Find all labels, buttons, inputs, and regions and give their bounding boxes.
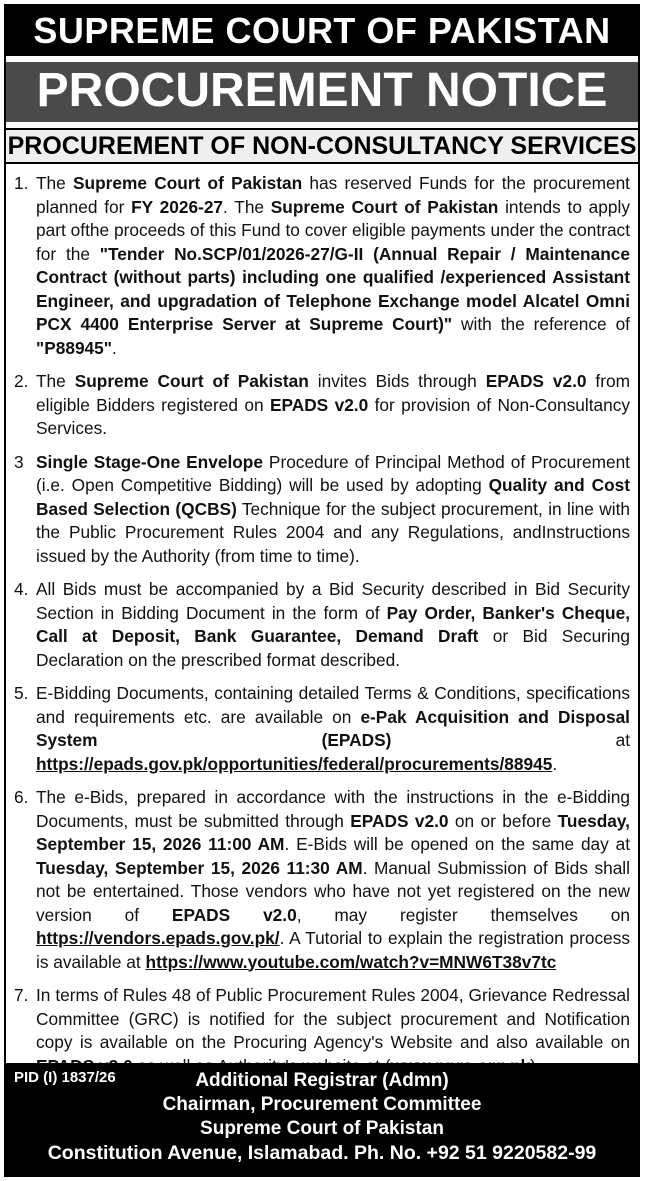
- clause: [14, 451, 630, 569]
- clause-number: 6.: [14, 787, 29, 807]
- clause: [14, 172, 630, 360]
- clause-number: 5.: [14, 683, 29, 703]
- clause-number: 4.: [14, 579, 29, 599]
- clause: [14, 786, 630, 974]
- clause-number: 2.: [14, 371, 29, 391]
- pid-number: PID (I) 1837/26: [14, 1069, 116, 1086]
- notice-title: PROCUREMENT NOTICE: [6, 59, 638, 122]
- signatory-address: Constitution Avenue, Islamabad. Ph. No. +92 51 9220582-99: [47, 1142, 597, 1164]
- clause-text: The Supreme Court of Pakistan invites Bids through EPADS v2.0 from eligible Bidders registered on EPADS v2.0 for provision of Non-Consultancy Services.: [36, 371, 630, 438]
- clause: [14, 682, 630, 776]
- clause-number: 3: [14, 451, 24, 472]
- clause-text: All Bids must be accompanied by a Bid Security described in Bid Security Section in Bidding Document in the form of Pay Order, Banker's Cheque, Call at Deposit, Bank Guarantee, Demand Draft or Bid Securing Declaration on the prescribed format described.: [36, 579, 630, 670]
- notice-subtitle: PROCUREMENT OF NON-CONSULTANCY SERVICES: [6, 128, 638, 164]
- clause-text: The Supreme Court of Pakistan has reserved Funds for the procurement planned for FY 2026-27. The Supreme Court of Pakistan intends to apply part ofthe proceeds of this Fund to cover eligible payments under the contract for the "Tender No.SCP/01/2026-27/G-II (Annual Repair / Maintenance Contract (without parts) including one qualified /experienced Assistant Engineer, and upgradation of Telephone Exchange model Alcatel Omni PCX 4400 Enterprise Server at Supreme Court)" with the reference of "P88945".: [36, 173, 631, 358]
- signature-block: [6, 1063, 638, 1175]
- clause-text: E-Bidding Documents, containing detailed Terms & Conditions, specifications and requirements etc. are available on e-Pak Acquisition and Disposal System (EPADS) at https://epads.gov.pk/opportunities/federal/procurements/88945.: [36, 683, 630, 774]
- signatory-org: Supreme Court of Pakistan: [200, 1118, 444, 1139]
- clause-number: 7.: [14, 985, 29, 1005]
- signatory-title: Additional Registrar (Admn): [195, 1070, 449, 1091]
- clause-text: Single Stage-One Envelope Procedure of Principal Method of Procurement (i.e. Open Competitive Bidding) will be used by adopting Quality and Cost Based Selection (QCBS) Technique for the subject procurement, in line with the Public Procurement Rules 2004 and any Regulations, andInstructions issued by the Authority (from time to time).: [36, 451, 630, 566]
- clause: [14, 370, 630, 441]
- clause-text: In terms of Rules 48 of Public Procurement Rules 2004, Grievance Redressal Committee (GRC) is notified for the subject procurement and Notification copy is available on the Procuring Agency's Website and also available on: [36, 985, 630, 1052]
- notice-body: [6, 164, 638, 1078]
- clause-text: The e-Bids, prepared in accordance with the instructions in the e-Bidding Documents, must be submitted through EPADS v2.0 on or before Tuesday, September 15, 2026 11:00 AM. E-Bids will be opened on the same day at Tuesday, September 15, 2026 11:30 AM. Manual Submission of Bids shall not be entertained. Those vendors who have not yet registered on the new version of EPADS v2.0, may register themselves on https://vendors.epads.gov.pk/. A Tutorial to explain the registration process is available at https://www.youtube.com/watch?v=MNW6T38v7tc: [36, 787, 631, 972]
- clause: [14, 578, 630, 672]
- clause-number: 1.: [14, 173, 29, 193]
- procurement-notice: [4, 4, 640, 1177]
- signatory-role: Chairman, Procurement Committee: [162, 1094, 482, 1115]
- org-title: SUPREME COURT OF PAKISTAN: [6, 6, 638, 56]
